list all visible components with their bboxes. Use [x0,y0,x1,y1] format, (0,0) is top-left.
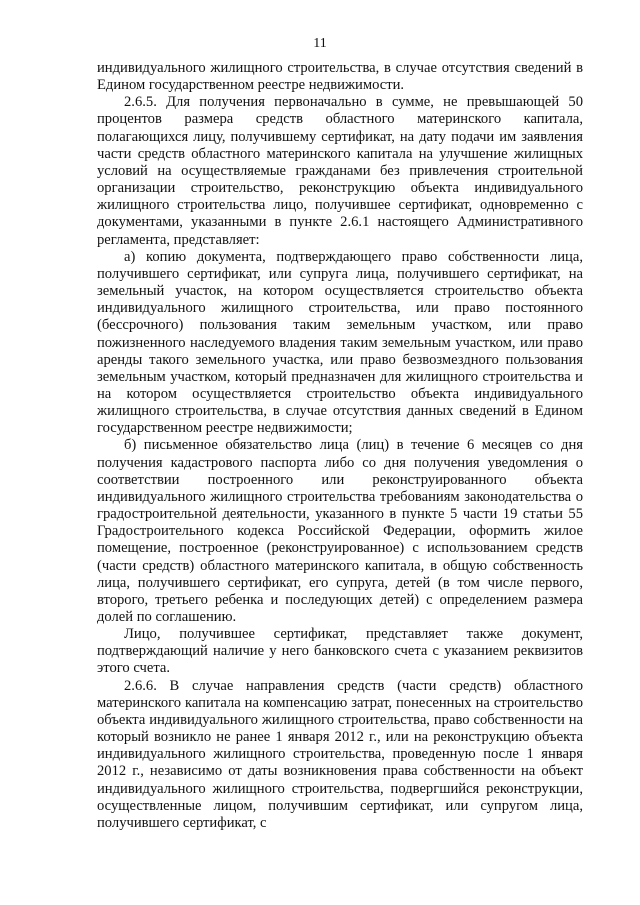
paragraph-continuation: индивидуального жилищного строительства, в случае отсутствия сведений в Едином государственном реестре недвижимости. [97,60,583,94]
page-number: 11 [313,36,327,51]
paragraph-2-6-6: 2.6.6. В случае направления средств (части средств) областного материнского капитала на компенсацию затрат, понесенных на строительство объекта индивидуального жилищного строительства, право собственности на который возникло не ранее 1 января 2012 г., или на реконструкцию объекта индивидуального жилищного строительства, проведенную после 1 января 2012 г., независимо от даты возникновения права собственности на объект индивидуального жилищного строительства, подвергшийся реконструкции, осуществленные лицом, получившим сертификат, или супругом лица, получившего сертификат, с [97,677,583,831]
paragraph-item-b: б) письменное обязательство лица (лиц) в течение 6 месяцев со дня получения кадастрового паспорта либо со дня получения уведомления о соответствии построенного или реконструированного объекта индивидуального жилищного строительства требованиям законодательства о градостроительной деятельности, указанного в пункте 5 части 19 статьи 55 Градостроительного кодекса Российской Федерации, оформить жилое помещение, построенное (реконструированное) с использованием средств (части средств) областного материнского капитала, в общую собственность лица, получившего сертификат, его супруга, детей (в том числе первого, второго, третьего ребенка и последующих детей) с определением размера долей по соглашению. [97,437,583,625]
paragraph-bank-account: Лицо, получившее сертификат, представляет также документ, подтверждающий наличие у него банковского счета с указанием реквизитов этого счета. [97,626,583,677]
document-body [97,60,583,832]
paragraph-2-6-5: 2.6.5. Для получения первоначально в сумме, не превышающей 50 процентов размера средств областного материнского капитала, полагающихся лицу, получившему сертификат, на дату подачи им заявления части средств областного материнского капитала на улучшение жилищных условий на осуществляемые гражданами без привлечения строительной организации строительство, реконструкцию объекта индивидуального жилищного строительства лицо, получившее сертификат, одновременно с документами, указанными в пункте 2.6.1 настоящего Административного регламента, представляет: [97,94,583,248]
paragraph-item-a: а) копию документа, подтверждающего право собственности лица, получившего сертификат, или супруга лица, получившего сертификат, на земельный участок, на котором осуществляется строительство объекта индивидуального жилищного строительства, или право постоянного (бессрочного) пользования таким земельным участком, или право пожизненного наследуемого владения таким земельным участком, или право аренды такого земельного участка, или право безвозмездного пользования земельным участком, который предназначен для жилищного строительства и на котором осуществляется строительство объекта индивидуального жилищного строительства, в случае отсутствия данных сведений в Едином государственном реестре недвижимости; [97,248,583,437]
